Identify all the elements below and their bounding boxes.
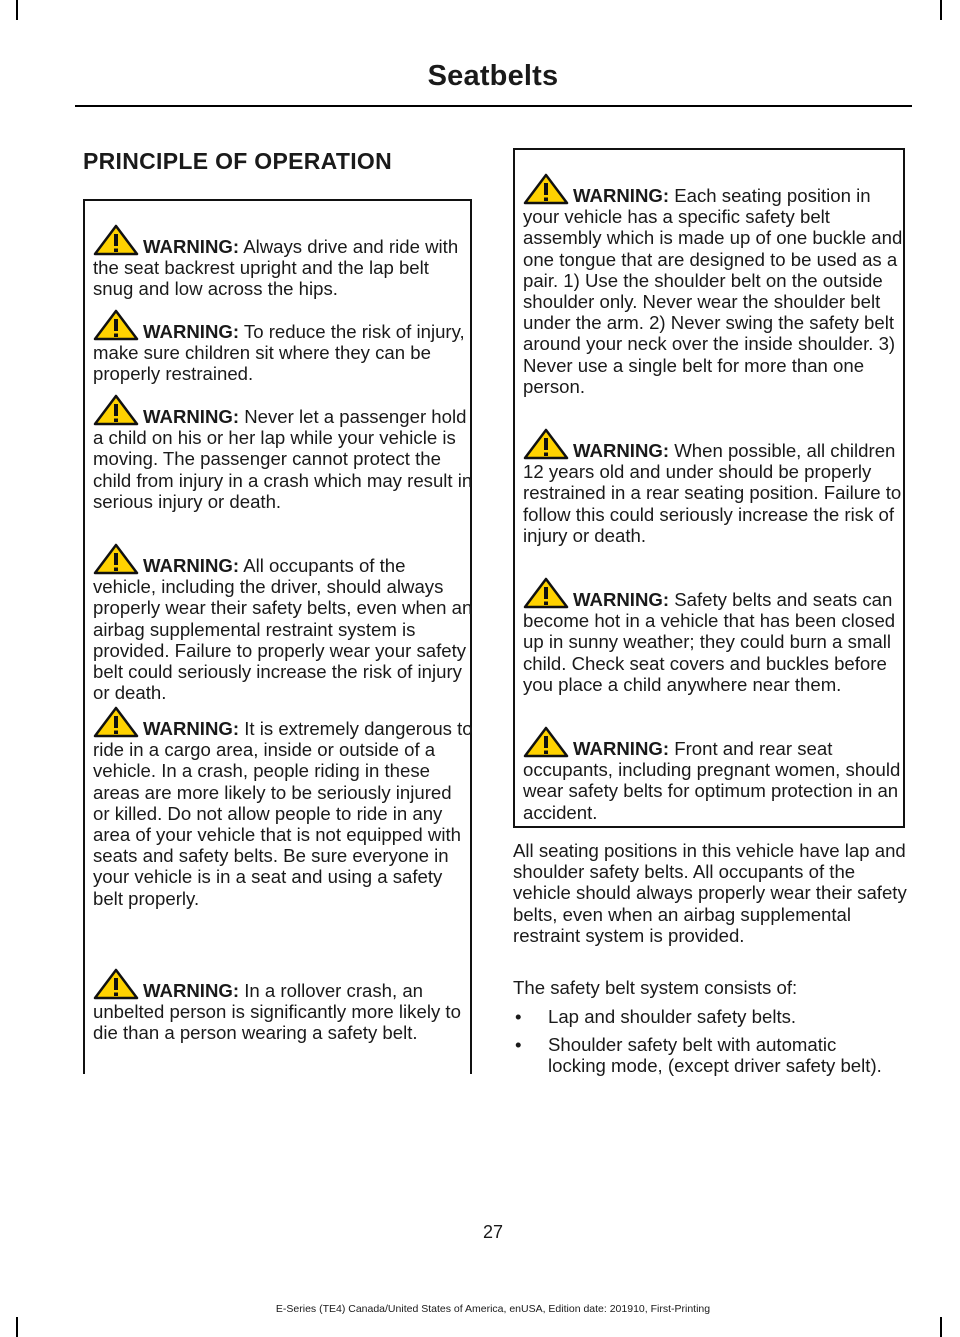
- warning-text: When possible, all children 12 years old and under should be properly restrained in a rear seating position. Failure to follow this could seriously increase the risk of injury or death.: [523, 440, 902, 546]
- warning-item: [93, 706, 473, 909]
- warning-triangle-icon: [93, 224, 139, 256]
- warning-label: WARNING:: [143, 980, 240, 1001]
- crop-mark-top-left: [16, 0, 18, 20]
- warning-text: Each seating position in your vehicle has a specific safety belt assembly which is made up of one buckle and one tongue that are designed to be used as a pair. 1) Use the shoulder belt on the outside shoulder only. Never wear the shoulder belt under the arm. 2) Never swing the safety belt around your neck over the inside shoulder. 3) Never use a single belt for more than one person.: [523, 185, 903, 397]
- warning-text: To reduce the risk of injury, make sure children sit where they can be properly restrained.: [93, 321, 465, 385]
- warning-triangle-icon: [523, 173, 569, 205]
- crop-mark-bottom-left: [16, 1317, 18, 1337]
- warning-label: WARNING:: [143, 321, 240, 342]
- header-rule: [75, 105, 912, 107]
- warning-label: WARNING:: [573, 185, 670, 206]
- warning-label: WARNING:: [573, 738, 670, 759]
- warning-item: [523, 173, 905, 397]
- warning-text: It is extremely dangerous to ride in a cargo area, inside or outside of a vehicle. In a crash, people riding in these areas are more likely to be seriously injured or killed. Do not allow people to ride in any area of your vehicle that is not equipped with seats and safety belts. Be sure everyone in your vehicle is in a seat and using a safety belt properly.: [93, 718, 473, 909]
- warning-label: WARNING:: [573, 440, 670, 461]
- warning-text: Always drive and ride with the seat backrest upright and the lap belt snug and low across the hips.: [93, 236, 459, 300]
- page-number: 27: [482, 1222, 504, 1242]
- warning-triangle-icon: [523, 428, 569, 460]
- warning-triangle-icon: [93, 394, 139, 426]
- warning-text: All occupants of the vehicle, including the driver, should always properly wear their safety belts, even when an airbag supplemental restraint system is provided. Failure to properly wear your safety belt could seriously increase the risk of injury or death.: [93, 555, 473, 704]
- warning-item: [93, 394, 473, 512]
- warning-triangle-icon: [93, 543, 139, 575]
- warning-label: WARNING:: [143, 555, 240, 576]
- body-paragraph: The safety belt system consists of:: [513, 977, 798, 998]
- list-item-text: Shoulder safety belt with automatic locking mode, (except driver safety belt).: [548, 1034, 882, 1077]
- warning-label: WARNING:: [143, 718, 240, 739]
- warning-triangle-icon: [523, 726, 569, 758]
- warning-label: WARNING:: [143, 406, 240, 427]
- warning-item: [93, 309, 473, 385]
- warning-text: Front and rear seat occupants, including pregnant women, should wear safety belts for optimum protection in an accident.: [523, 738, 901, 823]
- warning-item: [93, 224, 473, 300]
- warning-text: In a rollover crash, an unbelted person is significantly more likely to die than a person wearing a safety belt.: [93, 980, 461, 1044]
- body-paragraph: All seating positions in this vehicle have lap and shoulder safety belts. All occupants of the vehicle should always properly wear their safety belts, even when an airbag supplemental restraint system is provided.: [513, 840, 907, 946]
- crop-mark-bottom-right: [940, 1317, 942, 1337]
- warning-label: WARNING:: [143, 236, 240, 257]
- warning-box-right: [513, 148, 905, 828]
- list-item-text: Lap and shoulder safety belts.: [548, 1006, 797, 1027]
- warning-item: [523, 577, 905, 695]
- bullet-glyph: •: [515, 1034, 522, 1055]
- warning-text: Safety belts and seats can become hot in a vehicle that has been closed up in sunny weather; they could burn a small child. Check seat covers and buckles before you place a child anywhere near them.: [523, 589, 896, 695]
- page-footer: E-Series (TE4) Canada/United States of America, enUSA, Edition date: 201910, First-Printing: [275, 1303, 711, 1315]
- warning-item: [523, 726, 905, 823]
- warning-triangle-icon: [523, 577, 569, 609]
- bullet-glyph: •: [515, 1006, 522, 1027]
- section-title: PRINCIPLE OF OPERATION: [83, 148, 393, 174]
- page-header-title: Seatbelts: [427, 60, 559, 92]
- warning-item: [523, 428, 905, 546]
- warning-triangle-icon: [93, 309, 139, 341]
- warning-item: [93, 968, 473, 1044]
- warning-text: Never let a passenger hold a child on his or her lap while your vehicle is moving. The passenger cannot protect the child from injury in a crash which may result in serious injury or death.: [93, 406, 473, 512]
- warning-label: WARNING:: [573, 589, 670, 610]
- warning-triangle-icon: [93, 968, 139, 1000]
- crop-mark-top-right: [940, 0, 942, 20]
- warning-box-left: [83, 199, 472, 1074]
- warning-item: [93, 543, 473, 703]
- warning-triangle-icon: [93, 706, 139, 738]
